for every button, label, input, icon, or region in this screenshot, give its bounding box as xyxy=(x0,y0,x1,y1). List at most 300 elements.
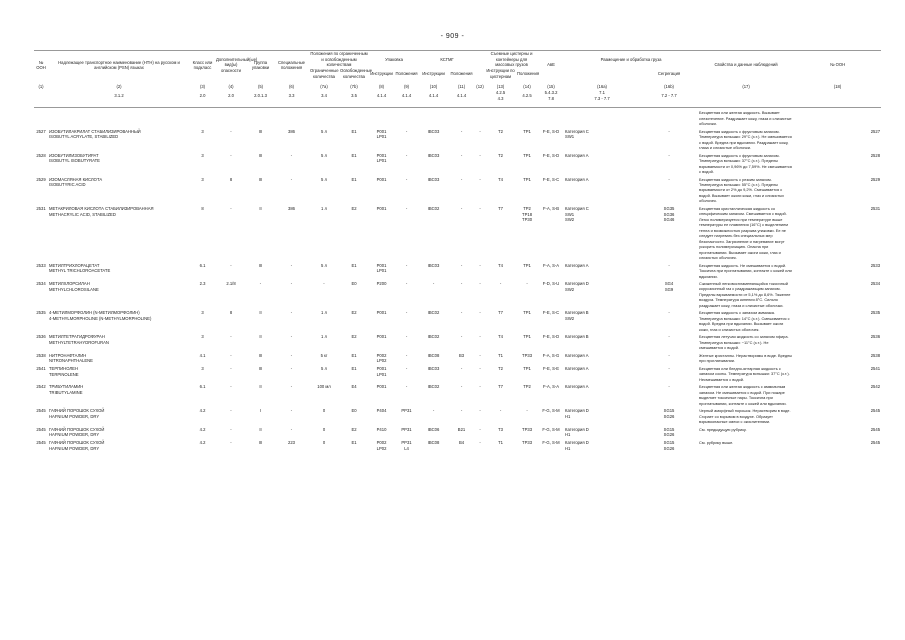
cell-un-number: 2538 xyxy=(36,352,46,358)
cell-col-12: - xyxy=(479,176,481,182)
cell-tank-provision: TP1 xyxy=(523,310,531,316)
header-tank-provisions: Положения xyxy=(517,70,540,76)
cell-properties: Бесцветная летучая жидкость со запахом эфира. Температура вспышки: −11°C (з.т.). Не смешивается с водой. xyxy=(699,334,789,351)
cell-tank-instruction: T2 xyxy=(498,152,503,158)
cell-packing-instruction: P001 xyxy=(376,334,387,340)
cell-excepted-quantity: E1 xyxy=(351,352,357,358)
cell-class: 3 xyxy=(201,334,204,340)
cell-shipping-name: МЕТИЛТЕТРАГИДРОФУРАН METHYLTETRAHYDROFURAN xyxy=(49,334,109,345)
cell-packing-instruction: P001 xyxy=(376,310,387,316)
column-number: (1) xyxy=(38,84,44,90)
reference-code: 3.5 xyxy=(339,90,369,108)
cell-un-number: 2545 xyxy=(36,439,46,445)
cell-ibc-provision: - xyxy=(460,262,463,268)
reference-code: 2.0 xyxy=(190,90,215,108)
cell-ibc-provision: B3 xyxy=(458,352,465,358)
table-row xyxy=(34,406,881,424)
cell-class: 6.1 xyxy=(199,262,206,268)
reference-code: 4.1.4 xyxy=(419,90,448,108)
cell-shipping-name: ГАФНИЙ ПОРОШОК СУХОЙ HAFNIUM POWDER, DRY xyxy=(49,439,105,451)
cell-packing-provision: PP31 xyxy=(401,426,412,432)
cell-special-provisions: 386 xyxy=(288,205,295,211)
cell-col-12: - xyxy=(479,262,481,268)
cell-stowage: Категория C SW1 SW2 xyxy=(565,205,589,223)
column-numbers-row xyxy=(34,79,881,90)
cell-ibc-instruction: IBC08 xyxy=(427,439,440,445)
cell-special-provisions: - xyxy=(290,352,293,358)
cell-un-number: 2531 xyxy=(36,205,46,211)
cell-ibc-provision: - xyxy=(460,176,463,182)
cell-ems-code: F-G, S-M xyxy=(542,426,560,432)
column-number: (11) xyxy=(457,84,466,90)
cell-ibc-instruction: IBC03 xyxy=(427,365,440,371)
column-number: (8) xyxy=(378,84,385,90)
cell-subsidiary-risk: - xyxy=(230,408,232,414)
cell-subsidiary-risk xyxy=(215,108,247,127)
cell-segregation: - xyxy=(668,176,670,182)
table-row xyxy=(34,364,881,382)
cell-packing-instruction: P001 LP01 xyxy=(376,262,387,274)
cell-segregation: - xyxy=(668,334,670,340)
cell-tank-instruction: T4 xyxy=(498,176,503,182)
cell-special-provisions: - xyxy=(290,334,293,340)
cell-excepted-quantity: E1 xyxy=(351,365,357,371)
cell-ems-code: F-E, S-E xyxy=(543,365,560,371)
cell-tank-instruction: T4 xyxy=(498,262,503,268)
cell-col-12: - xyxy=(479,408,481,414)
cell-properties: Бесцветная жидкость с резким запахом. Температура вспышки: 55°C (з.т.). Пределы взрываемости от 2% до 9,2%. Смешивается с водой. Вызывает ожоги кожи, глаз и слизистых оболочек. xyxy=(699,176,784,204)
cell-un-number-right: 2541 xyxy=(870,365,881,371)
cell-limited-quantity: 1 л xyxy=(321,205,327,211)
cell-shipping-name: МЕТИЛТРИХЛОРАЦЕТАТ METHYL TRICHLOROACETATE xyxy=(49,262,111,274)
table-row xyxy=(34,279,881,308)
cell-limited-quantity: 5 л xyxy=(321,365,327,371)
cell-special-provisions: - xyxy=(290,280,293,286)
cell-ibc-provision: - xyxy=(460,365,463,371)
cell-un-number: 2534 xyxy=(36,280,46,286)
cell-col-12 xyxy=(475,108,485,127)
cell-shipping-name: МЕТИЛХЛОРСИЛАН METHYLCHLOROSILANE xyxy=(49,280,99,292)
cell-properties: Бесцветная жидкость с фруктовым запахом. Температура вспышки: 37°C (з.т.). Пределы взрываемости от 0,96% до 7,59%. Не смешивается с водой. xyxy=(699,152,792,175)
cell-properties: Бесцветная жидкость. Не смешивается с водой. Токсична при проглатывании, контакте с кожей или вдыхании. xyxy=(699,262,792,279)
cell-packing-provision: PP31 xyxy=(401,408,412,414)
header-subrisk: Дополнительный(ые) вид(ы) опасности xyxy=(215,51,247,80)
cell-ems-code: F-E, S-D xyxy=(542,128,560,134)
header-stowage-group: Размещение и обработка груза xyxy=(564,51,698,69)
cell-un-number: 2533 xyxy=(36,262,46,268)
cell-un-number-right: 2534 xyxy=(870,280,881,286)
page-number: - 909 - xyxy=(440,33,465,40)
cell-packing-group: II xyxy=(259,334,262,340)
cell-ibc-instruction: - xyxy=(432,408,435,414)
cell-col-12: - xyxy=(479,352,481,358)
cell-segregation: SG35 SG36 SG46 xyxy=(663,205,675,223)
cell-un-number-right: 2535 xyxy=(870,310,881,316)
cell-ems-code: F-A, S-A xyxy=(543,262,560,268)
cell-packing-group: III xyxy=(258,352,263,358)
cell-packing-group: III xyxy=(258,365,263,371)
cell-subsidiary-risk: - xyxy=(230,152,232,158)
cell-class: 8 xyxy=(201,205,204,211)
reference-code: 7.1 7.3 - 7.7 xyxy=(564,90,640,108)
cell-segregation: - xyxy=(668,152,670,158)
cell-shipping-name xyxy=(48,108,190,127)
cell-stowage: Категория A xyxy=(565,152,589,158)
cell-subsidiary-risk: - xyxy=(230,128,232,134)
table-row xyxy=(34,425,881,438)
header-packing-group: Группа упаковки xyxy=(247,51,274,80)
cell-ibc-provision xyxy=(448,108,475,127)
cell-packing-group xyxy=(247,108,274,127)
cell-tank-instruction: T7 xyxy=(498,205,503,211)
cell-packing-group: II xyxy=(259,205,262,211)
cell-packing-provision: - xyxy=(405,384,408,390)
reference-code: 4.2.5 4.3 xyxy=(485,90,516,108)
header-tank-instructions: Инструкции по цистернам xyxy=(486,68,515,79)
cell-excepted-quantity: E1 xyxy=(351,152,357,158)
cell-un-number-right: 2531 xyxy=(870,205,881,211)
cell-stowage: Категория D H1 xyxy=(565,426,589,438)
cell-tank-provision: TP1 xyxy=(523,128,531,134)
column-number: (4) xyxy=(228,84,234,90)
column-number: (7a) xyxy=(320,84,328,90)
cell-properties: Черный аморфный порошок. Нерастворим в воде. Сгорает со взрывом в воздухе. Образует взрывоопасные смеси с окислителями. xyxy=(699,408,791,425)
cell-un-number-right: 2536 xyxy=(870,334,881,340)
header-special-provisions: Специальные положения xyxy=(274,51,309,80)
cell-special-provisions: - xyxy=(290,310,293,316)
cell-segregation: - xyxy=(668,310,670,316)
header-excepted-qty: Освобожденные количества xyxy=(340,68,373,79)
table-row xyxy=(34,175,881,204)
cell-excepted-quantity: E2 xyxy=(351,334,357,340)
cell-packing-group: - xyxy=(259,280,262,286)
cell-subsidiary-risk: - xyxy=(230,384,232,390)
cell-ibc-instruction: IBC02 xyxy=(427,334,440,340)
cell-un-number-right: 2533 xyxy=(870,262,881,268)
cell-segregation xyxy=(640,108,698,127)
cell-tank-instruction: - xyxy=(499,408,502,414)
cell-ems-code: F-A, S-G xyxy=(542,352,560,358)
header-properties: Свойства и данные наблюдений xyxy=(698,51,794,80)
reference-code: 4.1.4 xyxy=(448,90,475,108)
cell-packing-group: III xyxy=(258,176,263,182)
cell-col-12: - xyxy=(479,365,481,371)
reference-code xyxy=(475,90,485,108)
cell-col-12: - xyxy=(479,152,481,158)
cell-ems-code: F-E, S-D xyxy=(542,334,560,340)
cell-packing-provision: - xyxy=(405,205,408,211)
column-number: (6) xyxy=(288,84,295,90)
cell-packing-instruction: P002 LP02 xyxy=(376,352,387,364)
cell-tank-instruction: T1 xyxy=(498,439,503,445)
cell-limited-quantity: 5 л xyxy=(321,128,327,134)
cell-packing-group: III xyxy=(258,262,263,268)
cell-tank-instruction: T3 xyxy=(498,426,503,432)
column-number: (17) xyxy=(742,84,750,90)
cell-ibc-provision: - xyxy=(460,310,463,316)
cell-stowage: Категория A xyxy=(565,176,589,182)
cell-ems-code: F-A, S-A xyxy=(543,384,560,390)
cell-properties: Бесцветная или желтая жидкость. Вызывает слезотечение. Раздражает кожу, глаза и слизистые оболочки. xyxy=(699,110,792,127)
cell-tank-instruction: T4 xyxy=(498,334,503,340)
cell-un-number xyxy=(34,108,48,127)
cell-special-provisions: - xyxy=(290,152,293,158)
cell-un-number: 2541 xyxy=(36,365,46,371)
cell-excepted-quantity: E1 xyxy=(351,128,357,134)
cell-ibc-provision: - xyxy=(460,384,463,390)
cell-shipping-name: ТРИБУТИЛАМИН TRIBUTYLAMINE xyxy=(49,384,84,396)
cell-class: 3 xyxy=(201,365,204,371)
cell-packing-instruction: P001 xyxy=(376,205,387,211)
column-number: (7b) xyxy=(350,84,358,90)
cell-tank-provision: TP2 xyxy=(523,384,531,390)
cell-limited-quantity: 5 кг xyxy=(320,352,328,358)
cell-segregation: - xyxy=(668,262,670,268)
cell-packing-provision: - xyxy=(405,334,408,340)
cell-ems-code: F-E, S-D xyxy=(542,152,560,158)
cell-special-provisions: - xyxy=(290,176,293,182)
cell-subsidiary-risk: - xyxy=(230,334,232,340)
cell-packing-group: III xyxy=(258,152,263,158)
cell-special-provisions xyxy=(274,108,309,127)
table-row xyxy=(34,108,881,127)
cell-tank-provision: TP2 TP18 TP30 xyxy=(522,205,533,223)
cell-ibc-instruction: IBC08 xyxy=(427,352,440,358)
cell-properties: См. рубрику выше. xyxy=(699,439,734,445)
cell-stowage: Категория A xyxy=(565,352,589,358)
cell-ibc-instruction: - xyxy=(432,280,435,286)
cell-class: 2.3 xyxy=(199,280,206,286)
cell-packing-provision: PP31 L4 xyxy=(401,439,412,451)
cell-segregation: - xyxy=(668,128,670,134)
header-quantities-group: Положения по ограниченным и освобожденным количествам xyxy=(310,51,368,68)
cell-packing-provision: - xyxy=(405,176,408,182)
cell-excepted-quantity: E1 xyxy=(351,176,357,182)
cell-shipping-name: ИЗОМАСЛЯНАЯ КИСЛОТА ISOBUTYRIC ACID xyxy=(49,176,103,188)
reference-code: 3.3 xyxy=(274,90,309,108)
cell-ibc-instruction: IBC02 xyxy=(427,384,440,390)
cell-un-number-right: 2529 xyxy=(870,176,881,182)
cell-un-number: 2527 xyxy=(36,128,46,134)
cell-packing-instruction: P410 xyxy=(376,426,387,432)
cell-limited-quantity: - xyxy=(323,280,325,286)
reference-code: 7.2 - 7.7 xyxy=(640,90,698,108)
cell-class: 4.2 xyxy=(199,426,206,432)
header-packing-instructions: Инструкции xyxy=(370,70,393,76)
column-number: (16b) xyxy=(664,84,674,90)
cell-shipping-name: ИЗОБУТИЛИЗОБУТИРАТ ISOBUTYL ISOBUTYRATE xyxy=(49,152,100,164)
cell-ibc-instruction xyxy=(419,108,448,127)
cell-limited-quantity: 0 xyxy=(322,439,326,445)
cell-packing-group: I xyxy=(259,408,262,414)
cell-ibc-instruction: IBC06 xyxy=(427,426,440,432)
cell-properties: Бесцветная жидкость с фруктовым запахом. Температура вспышки: 29°C (з.т.). Не смешивается с водой. Вредна при вдыхании. Раздражает кожу, глаза и слизистые оболочки. xyxy=(699,128,792,151)
cell-stowage: Категория D H1 xyxy=(565,439,589,451)
header-ibc-instructions: Инструкции xyxy=(422,70,445,76)
cell-excepted-quantity: E1 xyxy=(351,262,357,268)
cell-segregation: SG15 SG26 xyxy=(663,439,675,451)
cell-tank-instruction: T7 xyxy=(498,384,503,390)
cell-limited-quantity: 0 xyxy=(322,426,326,432)
cell-packing-provision: - xyxy=(405,128,408,134)
cell-excepted-quantity: E0 xyxy=(351,408,357,414)
cell-packing-group: II xyxy=(259,384,262,390)
header-packing-group-span: Упаковка xyxy=(369,51,419,69)
cell-excepted-quantity: E0 xyxy=(351,280,357,286)
cell-col-12: - xyxy=(479,334,481,340)
cell-limited-quantity: 1 л xyxy=(321,334,327,340)
cell-tank-provision: - xyxy=(526,280,528,286)
cell-ems-code: F-E, S-C xyxy=(542,176,560,182)
cell-col-12: - xyxy=(479,426,481,432)
column-number: (13) xyxy=(496,84,505,90)
column-number: (18) xyxy=(833,84,842,90)
cell-packing-group: III xyxy=(258,439,263,445)
table-row xyxy=(34,204,881,261)
cell-segregation: - xyxy=(668,365,670,371)
cell-stowage: Категория B SW2 xyxy=(565,310,589,321)
cell-tank-instruction: T1 xyxy=(498,352,503,358)
cell-class: 3 xyxy=(201,128,204,134)
cell-tank-provision: TP1 xyxy=(523,262,531,268)
cell-un-number-right xyxy=(794,108,881,127)
cell-ems-code: F-D, S-U xyxy=(542,280,560,286)
table-row xyxy=(34,261,881,279)
cell-ems-code xyxy=(538,108,564,127)
header-un: № ООН xyxy=(34,51,48,80)
cell-properties: Бесцветная кристаллическая жидкость со специфическим запахом. Смешивается с водой. Легко полимеризуется при температуре выше температуры ее плавления (16°C) с выделением тепла и возможностью разрыва упаковки. Ее не следует нагревать без специальных мер безопасности. Загрязнение и нагревание могут ускорить полимеризацию. Опасна при проглатывании. Вызывает ожоги кожи, глаз и слизистых оболочек. xyxy=(699,205,788,261)
table-row xyxy=(34,382,881,406)
table-row xyxy=(34,127,881,151)
cell-segregation: SG4 SG9 xyxy=(664,280,674,292)
cell-limited-quantity: 100 мл xyxy=(317,384,331,390)
cell-excepted-quantity: E2 xyxy=(351,205,357,211)
cell-packing-instruction: P002 LP02 xyxy=(376,439,387,451)
cell-subsidiary-risk: - xyxy=(230,439,232,445)
cell-ems-code: F-G, S-M xyxy=(542,408,560,414)
cell-stowage xyxy=(564,108,640,127)
cell-packing-instruction: P404 xyxy=(376,408,387,414)
cell-segregation: - xyxy=(668,352,670,358)
column-number: (12) xyxy=(476,84,484,90)
cell-shipping-name: 4-МЕТИЛМОРФОЛИН (N-МЕТИЛМОРФОЛИН) 4-METHYLMORPHOLINE (N-METHYLMORPHOLINE) xyxy=(49,310,152,321)
cell-properties: Желтые кристаллы. Нерастворимы в воде. Вредны при проглатывании. xyxy=(699,352,793,364)
cell-shipping-name: ГАФНИЙ ПОРОШОК СУХОЙ HAFNIUM POWDER, DRY xyxy=(49,426,105,438)
cell-un-number-right: 2545 xyxy=(870,408,881,414)
cell-un-number: 2528 xyxy=(36,152,46,158)
cell-subsidiary-risk: 8 xyxy=(229,176,233,182)
cell-ibc-provision: - xyxy=(460,280,463,286)
cell-ibc-provision: - xyxy=(460,152,463,158)
table-row xyxy=(34,438,881,451)
cell-col-12: - xyxy=(479,128,481,134)
cell-class xyxy=(190,108,215,127)
cell-subsidiary-risk: - xyxy=(230,205,232,211)
reference-code: 2.0 xyxy=(215,90,247,108)
cell-tank-provision: TP33 xyxy=(522,352,533,358)
cell-excepted-quantity: E2 xyxy=(351,426,357,432)
column-number: (10) xyxy=(429,84,438,90)
cell-ibc-instruction: IBC03 xyxy=(427,128,440,134)
column-number: (16a) xyxy=(597,84,607,90)
cell-tank-instruction xyxy=(485,108,516,127)
table-row xyxy=(34,308,881,332)
cell-subsidiary-risk: 2.1/8 xyxy=(226,280,236,286)
cell-un-number-right: 2538 xyxy=(870,352,881,358)
cell-special-provisions: - xyxy=(290,408,293,414)
cell-packing-provision: - xyxy=(405,310,408,316)
cell-ibc-provision: B4 xyxy=(458,439,465,445)
cell-class: 3 xyxy=(201,152,204,158)
cell-tank-instruction: T7 xyxy=(498,310,503,316)
cell-tank-provision: TP1 xyxy=(523,176,531,182)
cell-un-number: 2545 xyxy=(36,408,46,414)
column-number: (15) xyxy=(547,84,555,90)
cell-un-number-right: 2542 xyxy=(870,384,881,390)
cell-class: 3 xyxy=(201,310,204,316)
cell-tank-provision xyxy=(516,108,538,127)
cell-segregation: - xyxy=(668,384,670,390)
cell-packing-group: III xyxy=(258,128,263,134)
cell-excepted-quantity xyxy=(339,108,369,127)
header-class: Класс или подкласс xyxy=(190,51,215,80)
cell-tank-provision: TP33 xyxy=(522,426,533,432)
cell-tank-instruction: T2 xyxy=(498,128,503,134)
cell-special-provisions: - xyxy=(290,365,293,371)
cell-class: 4.1 xyxy=(199,352,206,358)
cell-packing-provision: - xyxy=(405,152,408,158)
cell-ibc-provision: - xyxy=(460,408,463,414)
reference-code: 4.1.4 xyxy=(394,90,419,108)
cell-stowage: Категория A xyxy=(565,384,589,390)
cell-subsidiary-risk: - xyxy=(230,426,232,432)
cell-ibc-provision: - xyxy=(460,128,463,134)
cell-special-provisions: - xyxy=(290,426,293,432)
cell-special-provisions: - xyxy=(290,262,293,268)
cell-packing-group: II xyxy=(259,426,262,432)
reference-code: 2.0.1.3 xyxy=(247,90,274,108)
cell-limited-quantity: 1 л xyxy=(321,310,327,316)
reference-codes-row xyxy=(34,90,881,108)
table-body xyxy=(34,108,881,451)
cell-limited-quantity xyxy=(309,108,339,127)
header-tank-group: Съемные цистерны и контейнеры для массовых грузов xyxy=(485,51,538,69)
table-row xyxy=(34,351,881,364)
cell-excepted-quantity: E1 xyxy=(351,439,357,445)
cell-packing-provision: - xyxy=(405,262,408,268)
cell-shipping-name: МЕТАКРИЛОВАЯ КИСЛОТА СТАБИЛИЗИРОВАННАЯ METHACRYLIC ACID, STABILIZED xyxy=(49,205,154,217)
cell-un-number-right: 2545 xyxy=(870,426,881,432)
cell-un-number-right: 2545 xyxy=(870,439,881,445)
reference-code: 4.2.5 xyxy=(516,90,538,108)
cell-stowage: Категория D SW2 xyxy=(565,280,589,292)
cell-limited-quantity: 5 л xyxy=(321,152,327,158)
cell-tank-instruction: - xyxy=(499,280,502,286)
cell-ibc-instruction: IBC02 xyxy=(427,310,440,316)
cell-ems-code: F-E, S-C xyxy=(542,310,560,316)
cell-ibc-provision: B21 xyxy=(457,426,466,432)
cell-special-provisions: - xyxy=(290,384,293,390)
cell-stowage: Категория B xyxy=(565,334,589,340)
cell-segregation: SG15 SG26 xyxy=(663,408,675,419)
column-number: (14) xyxy=(523,84,531,90)
reference-code xyxy=(794,90,881,108)
cell-special-provisions: 223 xyxy=(288,439,295,445)
table-row xyxy=(34,151,881,175)
cell-col-12: - xyxy=(479,205,481,211)
reference-code: 4.1.4 xyxy=(369,90,394,108)
header-row-1 xyxy=(34,51,881,69)
